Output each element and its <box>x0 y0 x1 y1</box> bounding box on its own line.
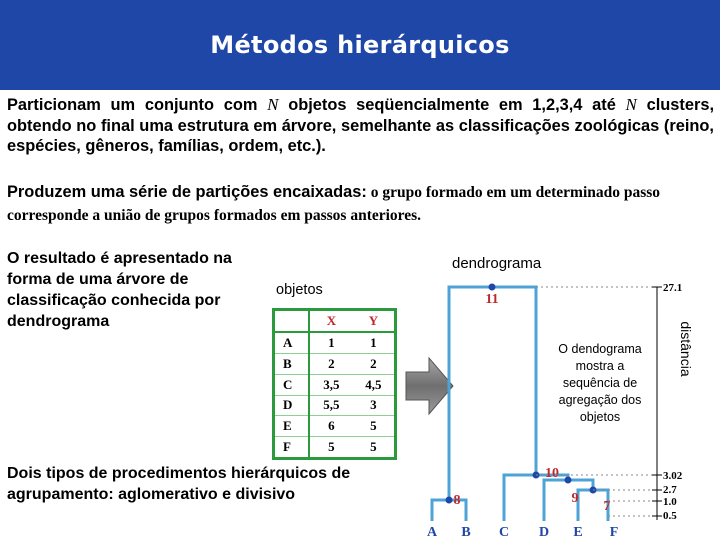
merge-number-8: 8 <box>453 493 461 508</box>
para1-text-a: Particionam um conjunto com <box>7 96 268 114</box>
table-cell-y: 4,5 <box>353 374 394 395</box>
para1-text-c: clusters, obtendo no final uma estrutura em árvore, semelhante as classificações zoológicas (reino, espécies, gêneros, famílias, ordem, etc.). <box>7 96 715 155</box>
table-header-corner <box>275 311 309 332</box>
table-row <box>275 416 394 437</box>
table-row <box>275 437 394 457</box>
table-cell-x: 2 <box>309 353 353 374</box>
para1-text-b: objetos seqüencialmente em 1,2,3,4 até <box>278 96 626 114</box>
table-cell-id: D <box>275 395 309 416</box>
merge-number-10: 10 <box>545 466 559 481</box>
distance-tick-label: 27.1 <box>663 282 683 294</box>
table-cell-id: E <box>275 416 309 437</box>
node-dot <box>565 477 572 484</box>
dendrogram-label: dendrograma <box>452 255 542 272</box>
table-cell-x: 1 <box>309 332 353 353</box>
leaf-label: B <box>461 525 471 540</box>
table-cell-y: 5 <box>353 416 394 437</box>
title-bar <box>0 0 720 90</box>
node-dot <box>489 284 496 291</box>
variable-n: N <box>267 95 279 114</box>
table-cell-x: 5,5 <box>309 395 353 416</box>
table-cell-y: 3 <box>353 395 394 416</box>
node-dot <box>446 497 453 504</box>
distance-tick-label: 1.0 <box>663 496 677 508</box>
dendro-branch-10 <box>504 475 568 521</box>
table-cell-id: F <box>275 437 309 457</box>
leaf-label: D <box>538 525 550 540</box>
table-header-row <box>275 311 394 332</box>
distance-tick-label: 2.7 <box>663 484 677 496</box>
table-cell-x: 6 <box>309 416 353 437</box>
para2-text-a: Produzem uma série de partições encaixadas: <box>7 183 367 201</box>
variable-n: N <box>625 95 637 114</box>
paragraph-procedure-types: Dois tipos de procedimentos hierárquicos de agrupamento: aglomerativo e divisivo <box>7 463 387 505</box>
merge-number-9: 9 <box>571 491 579 506</box>
distance-axis-label: distância <box>678 321 694 377</box>
merge-number-7: 7 <box>603 499 611 514</box>
leaf-label: E <box>573 525 583 540</box>
paragraph-hierarchical-definition <box>7 95 714 157</box>
table-header-x: X <box>309 311 353 332</box>
table-cell-id: C <box>275 374 309 395</box>
merge-number-11: 11 <box>485 292 499 307</box>
slide-title: Métodos hierárquicos <box>210 31 510 59</box>
table-cell-id: A <box>275 332 309 353</box>
distance-tick-label: 3.02 <box>663 470 683 482</box>
distance-tick-label: 0.5 <box>663 510 677 522</box>
objects-label: objetos <box>276 282 323 298</box>
dendrogram-caption: O dendograma mostra a sequência de agregação dos objetos <box>551 341 649 426</box>
leaf-label: F <box>609 525 619 540</box>
table-cell-x: 5 <box>328 439 335 455</box>
table-row <box>275 353 394 374</box>
distance-axis <box>652 287 662 520</box>
paragraph-nested-partitions <box>7 181 714 227</box>
para2-text-b: o grupo formado em um determinado passo corresponde a união de grupos formados em passos anteriores. <box>7 184 661 224</box>
table-cell-y: 1 <box>353 332 394 353</box>
table-header-y: Y <box>353 311 394 332</box>
table-row <box>275 395 394 416</box>
table-cell-id: B <box>275 353 309 374</box>
objects-table <box>272 308 397 460</box>
table-cell-x: 3,5 <box>309 374 353 395</box>
dendro-branch-11 <box>449 287 536 500</box>
leaf-label: A <box>426 525 438 540</box>
table-cell-y: 5 <box>370 439 377 455</box>
table-row <box>275 332 394 353</box>
dendro-branch-9 <box>544 480 593 521</box>
paragraph-dendrogram-result: O resultado é apresentado na forma de uma árvore de classificação conhecida por dendrograma <box>7 250 232 330</box>
table-row <box>275 374 394 395</box>
table-cell-y: 2 <box>353 353 394 374</box>
leaf-label: C <box>498 525 510 540</box>
